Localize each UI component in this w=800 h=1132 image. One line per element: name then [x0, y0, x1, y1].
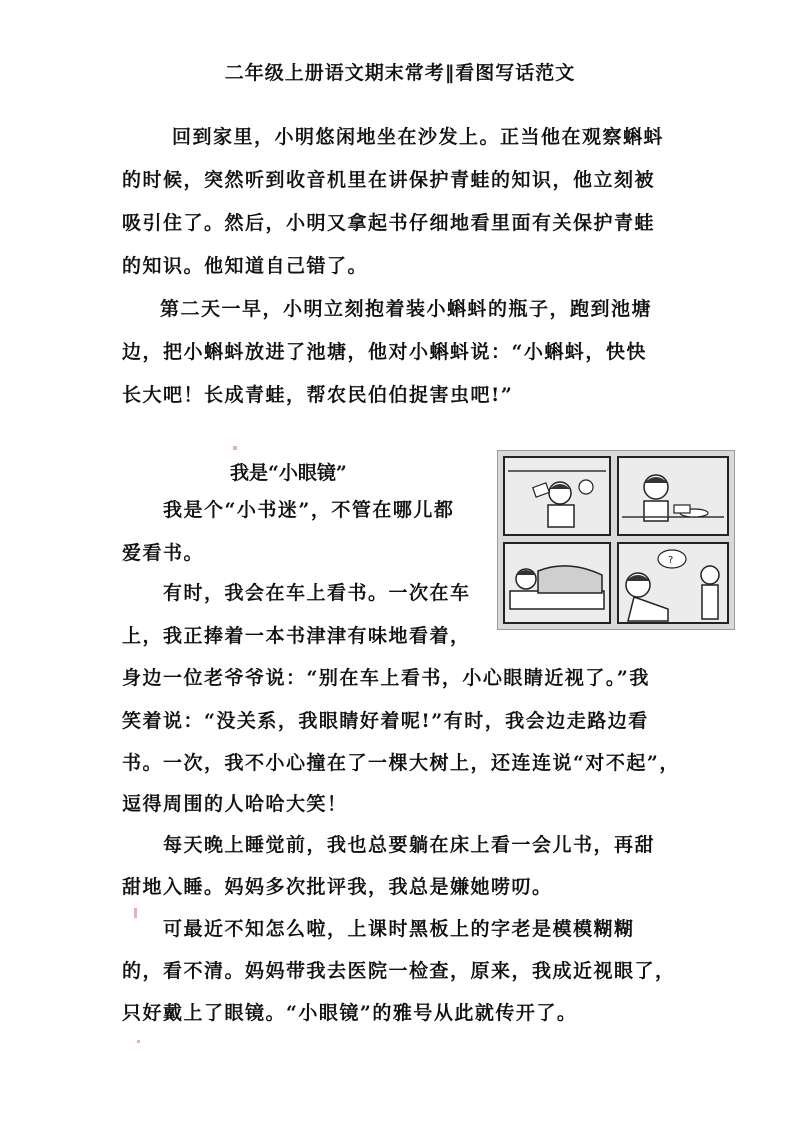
story2-line-6: 笑着说：“没关系，我眼睛好着呢!”有时，我会边走路边看 [122, 710, 649, 732]
story1-line-1: 回到家里，小明悠闲地坐在沙发上。正当他在观察蝌蚪 [172, 126, 665, 148]
story2-line-12: 的，看不清。妈妈带我去医院一检查，原来，我成近视眼了， [122, 960, 676, 982]
comic-illustration [497, 450, 735, 630]
scan-speck [134, 908, 137, 918]
scan-speck [137, 1040, 140, 1043]
story2-line-5: 身边一位老爷爷说：“别在车上看书，小心眼睛近视了。”我 [122, 667, 650, 689]
story1-line-6: 边，把小蝌蚪放进了池塘，他对小蝌蚪说：“小蝌蚪，快快 [122, 341, 647, 363]
story2-subtitle: 我是“小眼镜” [230, 462, 347, 484]
story2-line-4: 上，我正捧着一本书津津有味地看着， [122, 625, 471, 647]
story2-line-3: 有时，我会在车上看书。一次在车 [163, 582, 471, 604]
story2-line-2: 爱看书。 [122, 542, 205, 564]
story2-line-9: 每天晚上睡觉前，我也总要躺在床上看一会儿书，再甜 [163, 834, 656, 856]
story1-line-3: 吸引住了。然后，小明又拿起书仔细地看里面有关保护青蛙 [122, 212, 656, 234]
story2-line-8: 逗得周围的人哈哈大笑！ [122, 793, 348, 815]
comic-bubble-text: ? [668, 555, 674, 566]
story1-line-2: 的时候，突然听到收音机里在讲保护青蛙的知识，他立刻被 [122, 169, 656, 191]
story2-line-7: 书。一次，我不小心撞在了一棵大树上，还连连说“对不起”， [122, 752, 680, 774]
page-title: 二年级上册语文期末常考‖看图写话范文 [224, 62, 576, 84]
story2-line-13: 只好戴上了眼镜。“小眼镜”的雅号从此就传开了。 [122, 1002, 578, 1024]
story1-line-4: 的知识。他知道自己错了。 [122, 255, 369, 277]
comic-panel-2 [618, 457, 728, 535]
story2-line-10: 甜地入睡。妈妈多次批评我，我总是嫌她唠叨。 [122, 876, 553, 898]
story1-line-5: 第二天一早，小明立刻抱着装小蝌蚪的瓶子，跑到池塘 [160, 298, 653, 320]
story2-line-1: 我是个“小书迷”，不管在哪儿都 [163, 499, 455, 521]
scan-speck [233, 446, 237, 450]
story2-line-11: 可最近不知怎么啦，上课时黑板上的字老是模模糊糊 [163, 918, 635, 940]
story1-line-7: 长大吧！长成青蛙，帮农民伯伯捉害虫吧!” [122, 384, 514, 406]
